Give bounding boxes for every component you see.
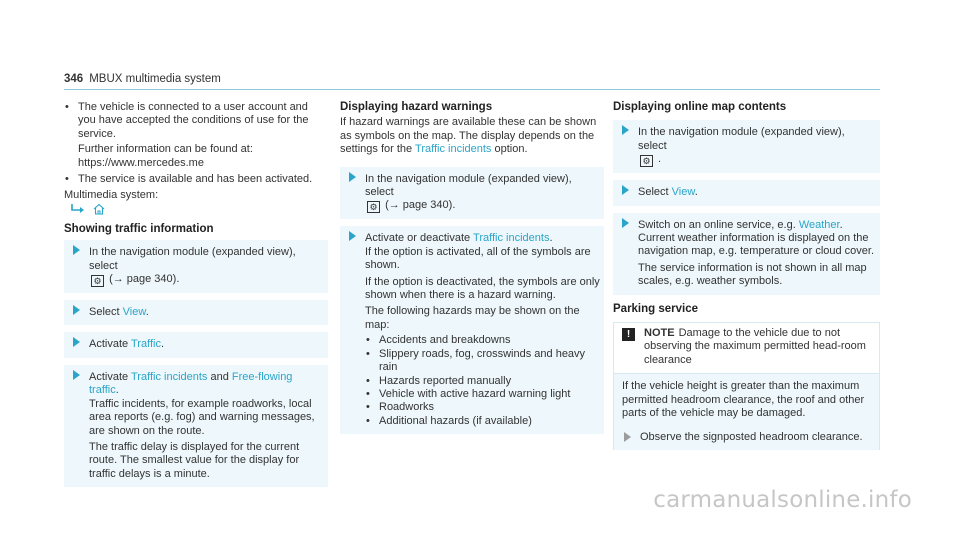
hazard-item: Vehicle with active hazard warning light bbox=[379, 387, 571, 400]
settings-icon[interactable]: ⚙ bbox=[367, 201, 380, 213]
section-heading-online-map: Displaying online map contents bbox=[613, 101, 787, 113]
note-step-text: Observe the signposted headroom clearance. bbox=[640, 430, 863, 443]
note-body bbox=[614, 374, 879, 426]
hazards-intro bbox=[340, 116, 604, 156]
step-select-settings bbox=[340, 167, 604, 220]
home-icon[interactable] bbox=[93, 203, 105, 215]
step-activate-incidents: Activate Traffic incidents and Free-flowing traffic. Traffic incidents, for example roadworks, local area reports (e.g. fog) and warning messages, are shown on the route. The traffic delay is displayed for the current route. The smallest value for the display for traffic delays is a minute. bbox=[64, 365, 328, 487]
menu-path bbox=[64, 203, 328, 219]
list-item bbox=[64, 173, 328, 186]
hazard-item: Roadworks bbox=[379, 401, 435, 414]
step-arrow-icon bbox=[349, 231, 356, 241]
step-text: Select bbox=[89, 306, 120, 319]
list-item bbox=[64, 101, 328, 170]
prerequisite-info: Further information can be found at: https://www.mercedes.me bbox=[78, 143, 253, 169]
hazard-item: Accidents and breakdowns bbox=[379, 334, 511, 347]
step-text: Switch on an online service, e.g. bbox=[638, 218, 796, 231]
hazard-item: Additional hazards (if available) bbox=[379, 414, 532, 427]
free-flowing-traffic-option[interactable]: Free-flowing traffic bbox=[89, 370, 293, 397]
section-heading-hazards: Displaying hazard warnings bbox=[340, 101, 493, 113]
step-text: and bbox=[210, 370, 229, 383]
step-toggle-incidents: Activate or deactivate Traffic incidents. If the option is activated, all of the symbols are shown. If the option is deactivated, the symbols are only shown when there is a hazard warning. The following hazards may be shown on the map: • Accidents and breakdowns • Slippery roads, fog, crosswinds and heavy rain • Hazards reported manually • Vehicle with active hazard warning light • Roadworks • Additional hazards (if available) bbox=[340, 226, 604, 434]
note-title: Damage to the vehicle due to not observing the maximum permitted head-room clearance bbox=[644, 327, 866, 366]
step-arrow-icon bbox=[73, 305, 80, 315]
step-online-service: Switch on an online service, e.g. Weather. Current weather information is displayed on the navigation map, e.g. temperature or cloud cover. The service information is not shown in all map scales, e.g. weather symbols. bbox=[613, 213, 880, 295]
page-number: 346 bbox=[64, 73, 84, 85]
section-heading-parking: Parking service bbox=[613, 302, 699, 315]
column-right bbox=[613, 101, 880, 450]
section-heading-traffic: Showing traffic information bbox=[64, 222, 214, 235]
step-description: The traffic delay is displayed for the current route. The smallest value for the display for traffic delays is a minute. bbox=[89, 440, 300, 480]
step-text: Activate bbox=[89, 370, 129, 383]
list-item bbox=[365, 388, 600, 401]
page-reference[interactable]: (→ page 340). bbox=[109, 273, 180, 286]
intro-text: If hazard warnings are available these can be shown as symbols on the map. The display depends on the settings for the bbox=[340, 116, 597, 156]
weather-option[interactable]: Weather bbox=[798, 218, 840, 231]
traffic-option[interactable]: Traffic bbox=[131, 338, 161, 351]
page-reference[interactable]: (→ page 340). bbox=[385, 199, 456, 212]
hazard-item: Slippery roads, fog, crosswinds and heavy rain bbox=[379, 347, 586, 374]
step-arrow-icon bbox=[73, 337, 80, 347]
step-select-view: Select View. bbox=[64, 300, 328, 325]
step-text: In the navigation module (expanded view), select bbox=[365, 172, 572, 199]
step-text: Activate or deactivate bbox=[365, 232, 471, 245]
view-option[interactable]: View bbox=[671, 186, 695, 199]
warning-icon: ! bbox=[622, 328, 635, 341]
note-text: If the vehicle height is greater than the maximum permitted headroom clearance, the roof and other parts of the vehicle may be damaged. bbox=[622, 380, 865, 420]
list-item bbox=[365, 415, 600, 428]
step-arrow-icon bbox=[624, 432, 631, 442]
step-arrow-icon bbox=[622, 125, 629, 135]
step-arrow-icon bbox=[622, 185, 629, 195]
page-header-title: MBUX multimedia system bbox=[89, 73, 221, 85]
step-text: In the navigation module (expanded view), select bbox=[89, 246, 296, 272]
prerequisite-account: • The vehicle is connected to a user account and you have accepted the conditions of use for the service. bbox=[78, 101, 309, 140]
watermark: carmanualsonline.info bbox=[653, 487, 912, 513]
traffic-incidents-option[interactable]: Traffic incidents bbox=[473, 232, 550, 245]
step-description: If the option is deactivated, the symbols are only shown when there is a hazard warning. bbox=[365, 275, 600, 302]
note-label: NOTE bbox=[644, 327, 675, 340]
step-description: Current weather information is displayed on the navigation map, e.g. temperature or cloud cover. bbox=[638, 232, 875, 258]
step-arrow-icon bbox=[622, 218, 629, 228]
step-select-view: Select View. bbox=[613, 180, 880, 205]
header-divider bbox=[64, 89, 880, 90]
page-header bbox=[64, 73, 221, 86]
traffic-incidents-link[interactable]: Traffic incidents bbox=[415, 143, 492, 156]
step-description: The following hazards may be shown on the map: bbox=[365, 305, 580, 331]
step-description: The service information is not shown in all map scales, e.g. weather symbols. bbox=[638, 261, 867, 288]
note-box bbox=[613, 322, 880, 450]
step-text: Activate bbox=[89, 338, 129, 351]
step-activate-traffic: Activate Traffic. bbox=[64, 332, 328, 357]
step-select-settings: In the navigation module (expanded view), select ⚙ . bbox=[613, 120, 880, 173]
column-middle bbox=[340, 101, 604, 434]
settings-icon[interactable]: ⚙ bbox=[91, 275, 104, 287]
traffic-incidents-option[interactable]: Traffic incidents bbox=[131, 370, 208, 383]
intro-text-end: option. bbox=[494, 143, 528, 156]
step-arrow-icon bbox=[73, 245, 80, 255]
hazard-item: Hazards reported manually bbox=[379, 374, 512, 387]
list-item bbox=[365, 401, 600, 414]
step-select-settings bbox=[64, 240, 328, 293]
list-item bbox=[365, 334, 600, 347]
multimedia-system-label: Multimedia system: bbox=[64, 189, 159, 202]
list-item bbox=[365, 375, 600, 388]
note-header bbox=[614, 323, 879, 373]
step-text: In the navigation module (expanded view), select bbox=[638, 126, 845, 152]
step-arrow-icon bbox=[73, 370, 80, 380]
note-step bbox=[614, 427, 879, 450]
step-description: Traffic incidents, for example roadworks, local area reports (e.g. fog) and warning messages, are shown on the route. bbox=[89, 397, 315, 437]
list-item bbox=[365, 348, 600, 375]
step-description: If the option is activated, all of the symbols are shown. bbox=[365, 245, 591, 272]
settings-icon[interactable]: ⚙ bbox=[640, 155, 653, 167]
menu-path-arrow-icon bbox=[70, 203, 86, 215]
column-left bbox=[64, 101, 328, 487]
step-arrow-icon bbox=[349, 172, 356, 182]
prerequisite-service: • The service is available and has been activated. bbox=[78, 173, 313, 186]
view-option[interactable]: View bbox=[122, 306, 146, 319]
step-text: Select bbox=[638, 186, 669, 199]
